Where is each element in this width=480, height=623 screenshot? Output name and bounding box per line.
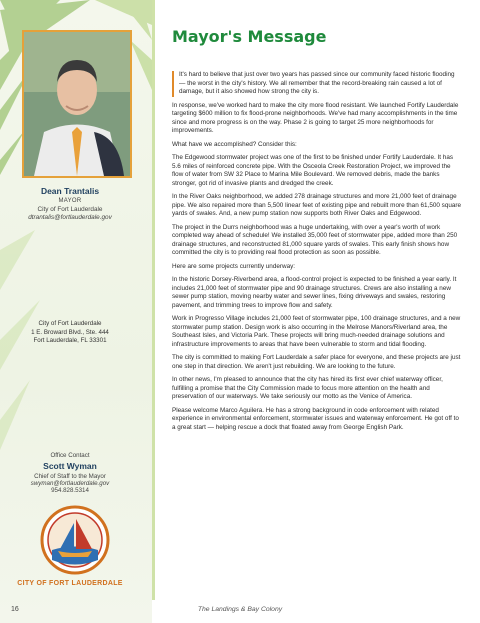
city-seal-logo (40, 505, 110, 575)
office-contact-email-link[interactable]: swyman@fortlauderdale.gov (30, 480, 110, 487)
page-title: Mayor's Message (172, 27, 327, 46)
publication-title: The Landings & Bay Colony (197, 606, 283, 613)
office-contact (0, 452, 140, 494)
office-contact-role: Chief of Staff to the Mayor (34, 473, 106, 480)
article-paragraph: In response, we've worked hard to make the city more flood resistant. We launched Fortify Lauderdale targeting $600 million to fix flood-prone neighborhoods. We've had many accomplishments in the time since and more progress is on the way. Phase 2 is going to target 25 more neighborhoods for improvements. (172, 101, 459, 134)
article-paragraph: The city is committed to making Fort Lauderdale a safer place for everyone, and these projects are just one step in that direction. We aren't just rebuilding. We are looking to the future. (172, 354, 461, 370)
article-paragraph: Please welcome Marco Aguilera. He has a strong background in code enforcement with related experience in environmental enforcement, stormwater issues and waterway enforcement. He got off to a great start — helping rescue a dock that floated away from George English Park. (172, 406, 459, 431)
city-label: CITY OF FORT LAUDERDALE (17, 580, 123, 587)
mayor-title: MAYOR (58, 198, 82, 204)
article-lead-paragraph: It's hard to believe that just over two years has passed since our community faced historic flooding — the worst in the city's history. We all remember that the record-breaking rain caused a lot of damage, but it also showed how strong the city is. (172, 71, 462, 97)
address-line-2: 1 E. Broward Blvd., Ste. 444 (31, 328, 109, 336)
city-address (0, 320, 140, 346)
article-paragraph: Here are some projects currently underway: (172, 262, 296, 270)
office-contact-label: Office Contact (50, 452, 90, 459)
mayor-name: Dean Trantalis (40, 186, 100, 196)
sidebar-divider (152, 0, 155, 600)
mayor-email-link[interactable]: dtrantalis@fortlauderdale.gov (28, 214, 112, 221)
article-paragraph: The Edgewood stormwater project was one of the first to be finished under Fortify Lauderdale. It has 5.6 miles of reinforced concrete pipe. With the Osceola Creek Restoration Project, we improved the flow of water from SW 32 Place to Marina Mile Boulevard. We removed debris, made the banks stronger, got rid of invasive plants and dredged the creek. (172, 154, 454, 187)
mayor-portrait (22, 30, 132, 178)
office-contact-name: Scott Wyman (43, 461, 97, 471)
article-paragraph: In the River Oaks neighborhood, we added 278 drainage structures and more 21,000 feet of drainage pipe. We also repaired more than 5,500 linear feet of existing pipe and rebuilt more than 61,500 square yards of swales. And, a new pump station now supports both River Oaks and Edgewood. (172, 193, 462, 217)
article-paragraph: The project in the Durrs neighborhood was a huge undertaking, with over a year's worth of work completed way ahead of schedule! We installed 35,000 feet of stormwater pipe, added more than 250 drainage structures, and reconstructed 81,000 square yards of swales. This early finish shows how committed the city is to providing real flood protection as soon as possible. (172, 223, 458, 256)
address-line-3: Fort Lauderdale, FL 33301 (33, 337, 107, 344)
mayor-city: City of Fort Lauderdale (37, 206, 103, 213)
article-paragraph: In the historic Dorsey-Riverbend area, a flood-control project is expected to be finished a year early. It includes 21,000 feet of stormwater pipe and 90 drainage structures. Crews are also installing a new sewer pump station, moving nearby water and sewer lines, fixing driveways and swales, restoring pavement, and trimming trees to improve flow and safety. (172, 276, 457, 309)
page-number: 16 (11, 606, 19, 613)
article-paragraph: Work in Progresso Village includes 21,000 feet of stormwater pipe, 100 drainage structures, and a new stormwater pump station. Design work is also occurring in the Melrose Manors/Riverland area, the Southeast Isles, and Victoria Park. These projects will bring much-needed drainage solutions and infrastructure improvements to areas that have been vulnerable to storm and tidal flooding. (172, 315, 461, 348)
office-contact-phone: 954.828.5314 (51, 487, 89, 494)
article-body (172, 71, 462, 437)
address-line-1: City of Fort Lauderdale (38, 320, 102, 327)
article-paragraph: In other news, I'm pleased to announce that the city has hired its first ever chief waterway officer, fulfilling a promise that the City Commission made to focus more attention on the health and preservation of our waterways. We take seriously our motto as the Venice of America. (172, 376, 443, 400)
article-paragraph: What have we accomplished? Consider this: (172, 140, 297, 148)
